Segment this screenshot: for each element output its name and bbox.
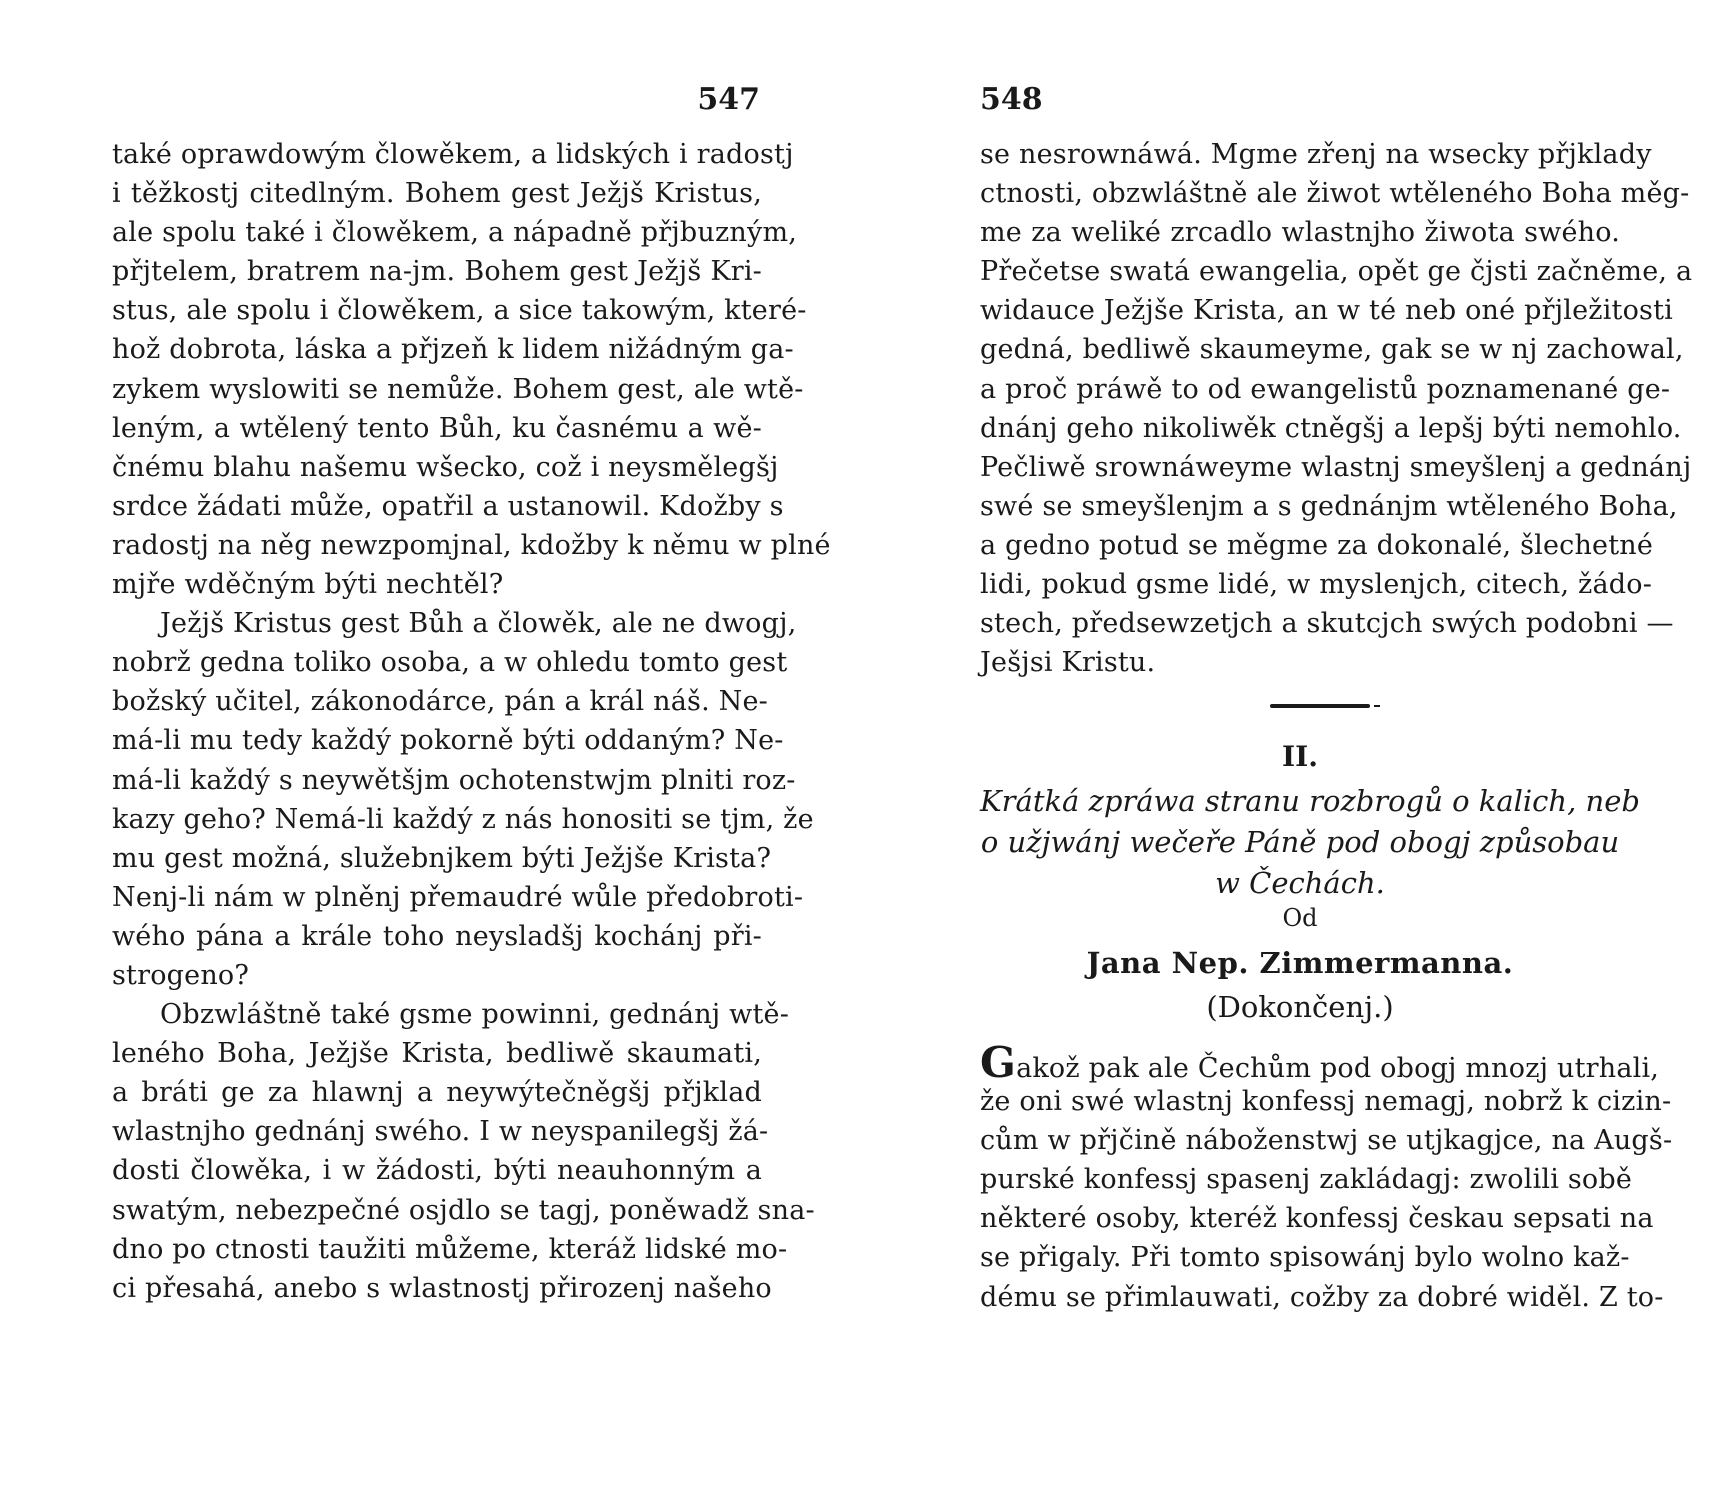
text-line: dno po ctnosti taužiti můžeme, kteráž lidské mo- — [112, 1233, 788, 1265]
text-line: že oni swé wlastnj konfessj nemagj, nobrž k cizin- — [980, 1086, 1672, 1118]
text-line: nobrž gedna toliko osoba, a w ohledu tomto gest — [112, 647, 788, 679]
text-line: také oprawdowým člowěkem, a lidských i radostj — [112, 139, 794, 170]
text-line: leného Boha, Ježjše Krista, bedliwě skaumati, — [112, 1038, 762, 1070]
drop-cap: G — [980, 1038, 1017, 1087]
text-line: Pečliwě srownáweyme wlastnj smeyšlenj a gednánj — [980, 451, 1692, 483]
page-number: 548 — [980, 82, 1043, 117]
text-line: stech, předsewzetjch a skutcjch swých podobni — — [980, 608, 1674, 640]
text-line: a proč práwě to od ewangelistů poznamenané ge- — [980, 373, 1671, 405]
text-line: lidi, pokud gsme lidé, w myslenjch, citech, žádo- — [980, 569, 1653, 601]
text-line: swé se smeyšlenjm a s gednánjm wtěleného Boha, — [980, 490, 1678, 522]
by-label: Od — [1282, 904, 1318, 932]
text-line: radostj na něg newzpomjnal, kdožby k němu w plné — [112, 529, 831, 561]
text-line: ale spolu také i člowěkem, a nápadně přjbuzným, — [112, 217, 798, 249]
body-text — [980, 135, 1693, 682]
text-line: božský učitel, zákonodárce, pán a král náš. Ne- — [112, 686, 768, 718]
text-line: mjře wděčným býti nechtěl? — [112, 569, 504, 601]
text-line: srdce žádati může, opatřil a ustanowil. Kdožby s — [112, 490, 784, 522]
title-line: o užjwánj wečeře Páně pod obogj způsobau — [980, 825, 1620, 859]
text-line: widauce Ježjše Krista, an w té neb oné přjležitosti — [980, 295, 1673, 327]
text-line: Nenj-li nám w plněnj přemaudré wůle předobroti- — [112, 881, 804, 913]
text-line: některé osoby, kteréž konfessj českau sepsati na — [980, 1203, 1654, 1235]
body-text — [112, 135, 831, 1308]
text-line: dosti člowěka, i w žádosti, býti neauhonným a — [112, 1155, 762, 1187]
text-line: wlastnjho gednánj swého. I w neyspanilegšj žá- — [112, 1116, 769, 1148]
text-line: swatým, nebezpečné osjdlo se tagj, poněwadž sna- — [112, 1194, 815, 1226]
continued-note: (Dokončenj.) — [1206, 990, 1394, 1024]
section-divider — [1270, 704, 1370, 708]
text-line: i těžkostj citedlným. Bohem gest Ježjš Kristus, — [112, 178, 762, 210]
text-line: zykem wyslowiti se nemůže. Bohem gest, ale wtě- — [112, 373, 804, 405]
text-line: leným, a wtělený tento Bůh, ku časnému a wě- — [112, 412, 762, 444]
text-line: má-li každý s neywětšjm ochotenstwjm plniti roz- — [112, 764, 796, 796]
text-line-content: akož pak ale Čechům pod obogj mnozj utrhali, — [1016, 1053, 1660, 1084]
text-line: Přečetse swatá ewangelia, opět ge čjsti začněme, a — [980, 256, 1693, 288]
text-line: a bráti ge za hlawnj a neywýtečněgšj přjklad — [112, 1077, 762, 1109]
text-line: kazy geho? Nemá-li každý z nás honositi se tjm, že — [112, 803, 814, 835]
text-line: stus, ale spolu i člowěkem, a sice takowým, které- — [112, 295, 807, 327]
title-line: Krátká zpráwa stranu rozbrogů o kalich, neb — [980, 784, 1640, 818]
text-line: se nesrownáwá. Mgme zřenj na wsecky přjklady — [980, 139, 1652, 170]
text-line: purské konfessj spasenj zakládagj: zwolili sobě — [980, 1164, 1633, 1196]
text-line: Obzwláštně také gsme powinni, gednánj wtě- — [160, 999, 790, 1031]
text-line: hož dobrota, láska a přjzeň k lidem nižádným ga- — [112, 334, 794, 366]
text-line: Ježjš Kristus gest Bůh a člowěk, ale ne dwogj, — [160, 608, 797, 640]
text-line: wého pána a krále toho neysladšj kochánj při- — [112, 920, 762, 952]
title-line: w Čechách. — [1215, 866, 1385, 900]
article-body — [980, 1038, 1673, 1317]
text-line: se přigaly. Při tomto spisowánj bylo wolno kaž- — [980, 1242, 1630, 1274]
article-title — [980, 781, 1640, 904]
text-line: přjtelem, bratrem na-jm. Bohem gest Ježjš Kri- — [112, 256, 762, 288]
author-name: Jana Nep. Zimmermanna. — [1086, 946, 1514, 980]
text-line: gedná, bedliwě skaumeyme, gak se w nj zachowal, — [980, 334, 1684, 366]
text-line: dému se přimlauwati, cožby za dobré widěl. Z to- — [980, 1281, 1664, 1313]
text-line: ctnosti, obzwláštně ale žiwot wtěleného Boha měg- — [980, 178, 1690, 210]
text-line: má-li mu tedy každý pokorně býti oddaným? Ne- — [112, 725, 784, 757]
text-line — [980, 1038, 1660, 1087]
text-line: mu gest možná, služebnjkem býti Ježjše Krista? — [112, 842, 772, 874]
text-line: dnánj geho nikoliwěk ctněgšj a lepšj býti nemohlo. — [980, 412, 1682, 444]
text-line: Ješjsi Kristu. — [980, 647, 1156, 679]
page-number: 547 — [697, 82, 760, 117]
text-line: a gedno potud se měgme za dokonalé, šlechetné — [980, 529, 1654, 561]
section-numeral: II. — [1282, 740, 1318, 773]
text-line: cům w přjčině náboženstwj se utjkagjce, na Augš- — [980, 1125, 1673, 1157]
text-line: ci přesahá, anebo s wlastnostj přirozenj našeho — [112, 1272, 772, 1304]
text-line: me za weliké zrcadlo wlastnjho žiwota swého. — [980, 217, 1620, 249]
text-line: čnému blahu našemu wšecko, což i neysmělegšj — [112, 451, 779, 483]
text-line: strogeno? — [112, 959, 250, 991]
